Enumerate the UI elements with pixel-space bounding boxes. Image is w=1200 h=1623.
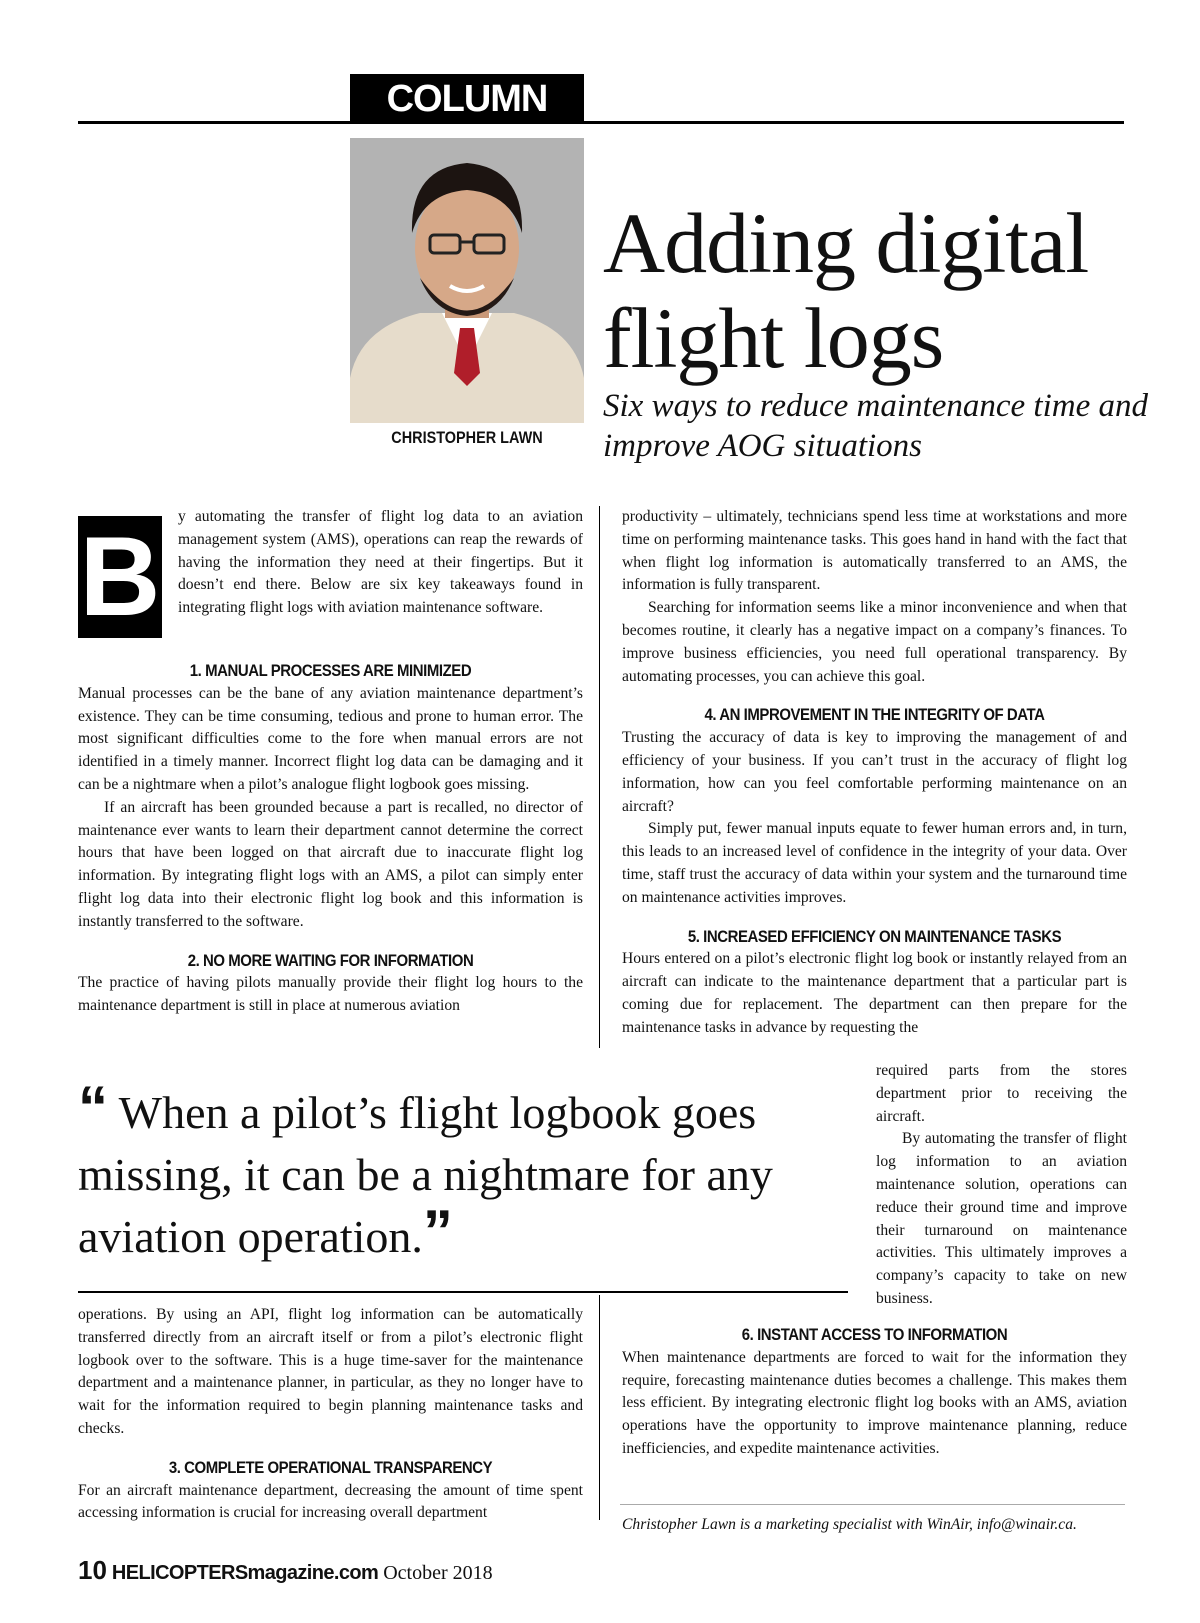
- left-column-bottom: [78, 1304, 583, 1525]
- column-divider-bottom: [599, 1295, 600, 1520]
- pull-quote-rule: [78, 1291, 848, 1293]
- article-title: Adding digital flight logs: [603, 195, 1089, 386]
- section-6-heading: 6. INSTANT ACCESS TO INFORMATION: [741, 1325, 1008, 1344]
- section-1-paragraph-2: If an aircraft has been grounded because a part is recalled, no director of maintenance ever wants to learn their department cannot determine the correct hours that have been logged on that aircraft due to inaccurate flight log information. By integrating flight logs with an AMS, a pilot can simply enter flight log data into their electronic flight log book and this information is instantly transferred to the software.: [78, 798, 583, 930]
- section-6-paragraph-1: When maintenance departments are forced to wait for the information they require, forecasting maintenance duties becomes a challenge. This makes them less efficient. By integrating electronic flight log books with an AMS, aviation operations have the opportunity to improve maintenance planning, reduce inefficiencies, and expedite maintenance activities.: [622, 1348, 1127, 1457]
- section-3-paragraph-1b: productivity – ultimately, technicians spend less time at workstations and more time on performing maintenance tasks. This goes hand in hand with the fact that when flight log information is automatically transferred to an AMS, the information is fully transparent.: [622, 508, 1127, 594]
- section-3-paragraph-2: Searching for information seems like a minor inconvenience and when that becomes routine, it clearly has a negative impact on a company’s finances. To improve business efficiencies, you need full operational transparency. By automating processes, you can achieve this goal.: [622, 599, 1127, 685]
- magazine-name: HELICOPTERSmagazine.com: [111, 1562, 379, 1584]
- pull-quote-text: When a pilot’s flight logbook goes missing, it can be a nightmare for any aviation operation.: [78, 1087, 773, 1262]
- section-4-heading: 4. AN IMPROVEMENT IN THE INTEGRITY OF DATA: [704, 705, 1045, 725]
- section-2-heading: 2. NO MORE WAITING FOR INFORMATION: [187, 950, 474, 970]
- quote-open-mark: “: [78, 1074, 108, 1141]
- right-narrow-column: [876, 1060, 1127, 1311]
- intro-paragraph: [178, 506, 583, 620]
- author-byline: CHRISTOPHER LAWN: [391, 428, 543, 447]
- header-rule-left: [78, 121, 350, 124]
- section-5-paragraph-1a: Hours entered on a pilot’s electronic flight log book or instantly relayed from an aircraft can indicate to the maintenance department that a particular part is coming due for replacement. The department can then prepare for the maintenance tasks in advance by requesting the: [622, 950, 1127, 1036]
- author-bio: Christopher Lawn is a marketing specialist with WinAir, info@winair.ca.: [622, 1516, 1077, 1533]
- intro-text: y automating the transfer of flight log data to an aviation management system (AMS), operations can reap the rewards of having the information they need at their fingertips. But it doesn’t end there. Below are six key takeaways found in integrating flight logs with aviation maintenance software.: [178, 508, 583, 617]
- section-5-heading: 5. INCREASED EFFICIENCY ON MAINTENANCE TASKS: [687, 926, 1062, 946]
- author-photo: [350, 138, 584, 423]
- drop-cap: B: [79, 514, 161, 639]
- section-5-paragraph-2: By automating the transfer of flight log information to an aviation maintenance solution, operations can reduce their ground time and improve their turnaround on maintenance activities. This ultimately improves a company’s capacity to take on new business.: [876, 1130, 1127, 1307]
- page-footer: [78, 1555, 493, 1586]
- section-4-paragraph-1: Trusting the accuracy of data is key to improving the management of and efficiency of your business. If you can’t trust in the accuracy of flight log information, how can you feel comfortable performing maintenance on an aircraft?: [622, 729, 1127, 815]
- left-column-top: [78, 660, 583, 1018]
- article-subtitle: Six ways to reduce maintenance time and improve AOG situations: [603, 388, 1148, 464]
- quote-close-mark: ”: [422, 1198, 453, 1265]
- bio-rule: [620, 1504, 1125, 1505]
- right-column-bottom: [622, 1324, 1127, 1461]
- section-3-heading: 3. COMPLETE OPERATIONAL TRANSPARENCY: [168, 1457, 493, 1477]
- header-rule-right: [584, 121, 1124, 124]
- section-tag: COLUMN: [350, 74, 584, 124]
- pull-quote: [78, 1074, 848, 1268]
- issue-date: October 2018: [383, 1562, 493, 1584]
- section-5-paragraph-1b: required parts from the stores department prior to receiving the aircraft.: [876, 1062, 1127, 1125]
- section-2-paragraph-1b: operations. By using an API, flight log information can be automatically transferred directly from an aircraft itself or from a pilot’s electronic flight logbook over to the software. This is a huge time-saver for the maintenance department and a maintenance planner, in particular, as they no longer have to wait for the information required to begin planning maintenance tasks and checks.: [78, 1306, 583, 1437]
- right-column-top: [622, 506, 1127, 1040]
- page-number: 10: [78, 1555, 107, 1585]
- section-3-paragraph-1a: For an aircraft maintenance department, decreasing the amount of time spent accessing information is crucial for increasing overall department: [78, 1481, 583, 1522]
- column-divider-top: [599, 506, 600, 1048]
- section-1-heading: 1. MANUAL PROCESSES ARE MINIMIZED: [189, 661, 472, 680]
- section-1-paragraph-1: Manual processes can be the bane of any aviation maintenance department’s existence. They can be time consuming, tedious and prone to human error. The most significant difficulties come to the fore when manual errors are not identified in a timely manner. Incorrect flight log data can be damaging and it can be a nightmare when a pilot’s analogue flight logbook goes missing.: [78, 684, 583, 793]
- section-2-paragraph-1a: The practice of having pilots manually provide their flight log hours to the maintenance department is still in place at numerous aviation: [78, 974, 583, 1015]
- section-4-paragraph-2: Simply put, fewer manual inputs equate to fewer human errors and, in turn, this leads to an increased level of confidence in the integrity of your data. Over time, staff trust the accuracy of data within your system and the turnaround time on maintenance activities improves.: [622, 820, 1127, 906]
